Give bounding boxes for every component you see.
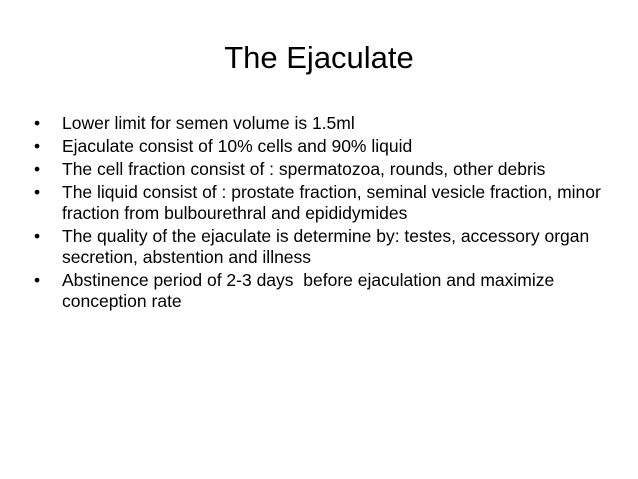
- list-item: [34, 270, 614, 312]
- bullet-icon: •: [34, 182, 41, 202]
- bullet-text: The quality of the ejaculate is determine by: testes, accessory organ secretion, abstention and illness: [62, 226, 595, 267]
- bullet-text: Ejaculate consist of 10% cells and 90% liquid: [62, 136, 413, 156]
- bullet-text: The liquid consist of : prostate fraction, seminal vesicle fraction, minor fraction from bulbourethral and epididymides: [62, 182, 606, 223]
- list-item: [34, 113, 614, 134]
- slide-title: The Ejaculate: [224, 40, 414, 75]
- bullet-icon: •: [34, 226, 41, 246]
- bullet-text: Abstinence period of 2-3 days before ejaculation and maximize conception rate: [62, 270, 564, 311]
- list-item: [34, 182, 614, 224]
- bullet-icon: •: [34, 113, 41, 133]
- bullet-text: Lower limit for semen volume is 1.5ml: [62, 113, 355, 133]
- bullet-icon: •: [34, 159, 41, 179]
- bullet-list: [34, 113, 614, 314]
- bullet-text: The cell fraction consist of : spermatozoa, rounds, other debris: [62, 159, 546, 179]
- list-item: [34, 226, 614, 268]
- bullet-icon: •: [34, 136, 41, 156]
- list-item: [34, 136, 614, 157]
- list-item: [34, 159, 614, 180]
- bullet-icon: •: [34, 270, 41, 290]
